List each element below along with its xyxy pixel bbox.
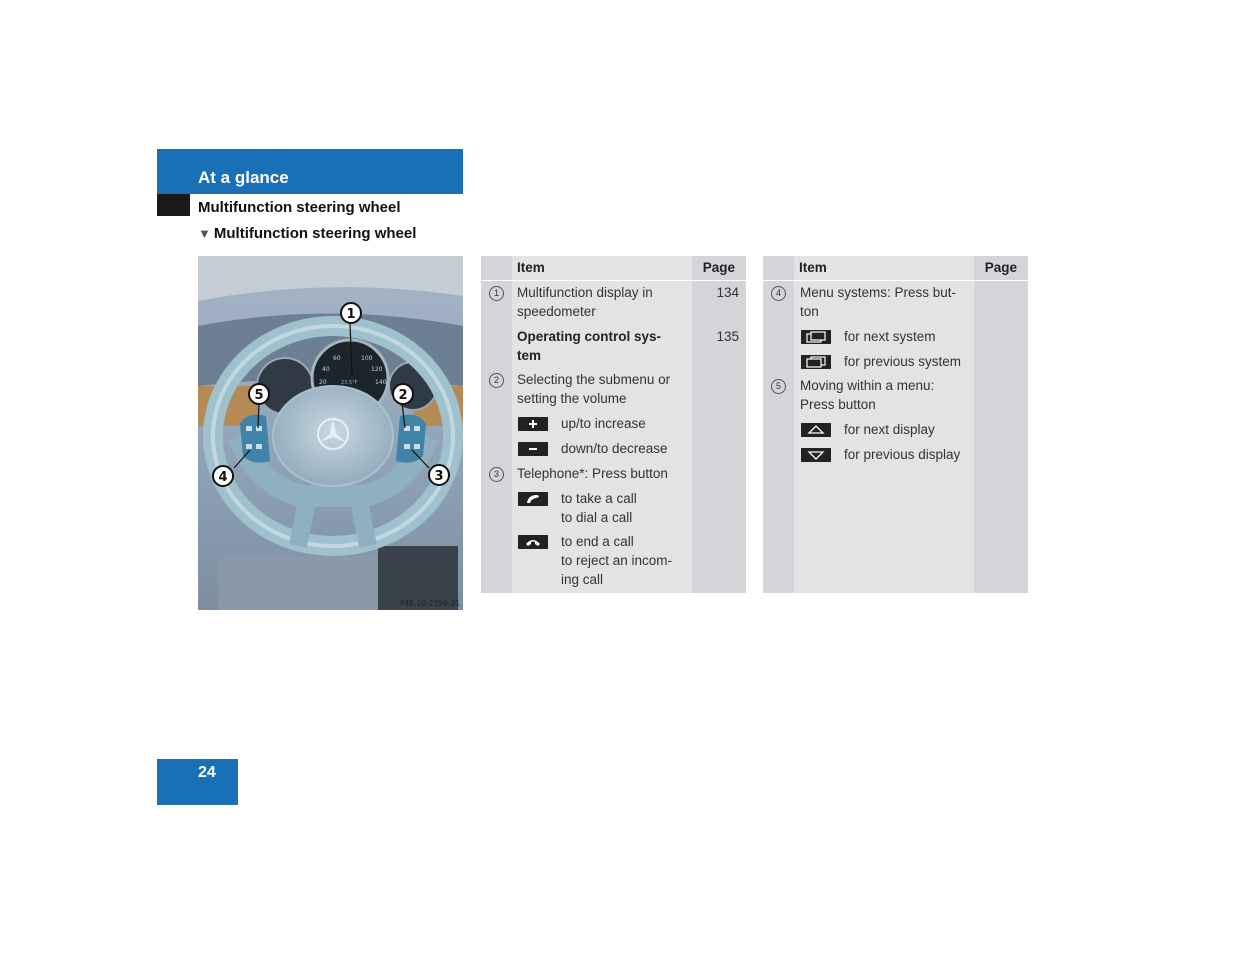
svg-text:4: 4 [218,470,228,485]
page-number: 24 [198,764,216,781]
item-column-header: Item [799,260,827,275]
item-table-2 [763,256,1028,593]
key-label: to take a call to dial a call [561,491,637,525]
number-column [481,256,512,593]
page-column [974,256,1028,593]
key-label: for next display [844,422,935,437]
page-column-header: Page [984,260,1017,275]
key-label: up/to increase [561,416,646,431]
phone-hangup-icon [518,535,548,549]
table-row-text-bold: Operating control sys- tem [517,329,662,363]
table-header-row [763,256,1028,281]
subsection-title-text: Multifunction steering wheel [213,225,417,242]
page-ref: 134 [716,285,739,300]
table-row-text: Telephone*: Press button [517,466,668,481]
table-row-text: Moving within a menu: Press button [800,378,935,412]
table-row-text: Multifunction display in speedometer [517,285,653,319]
table-row-text: Selecting the submenu or setting the volume [517,372,671,406]
instrument-display-text: 23.5°F [341,380,358,386]
svg-text:5: 5 [254,388,264,403]
key-label: for previous system [844,354,962,369]
svg-text:3: 3 [434,469,444,484]
item-number-2: 2 [489,373,504,388]
key-label: for next system [844,329,936,344]
item-number-4: 4 [771,286,786,301]
gauge-label-120: 120 [371,366,383,373]
item-column-header: Item [517,260,545,275]
gauge-label-60: 60 [333,355,341,362]
number-column [763,256,794,593]
key-label: for previous display [844,447,961,462]
svg-text:1: 1 [346,307,356,322]
page-column-header: Page [702,260,735,275]
up-arrow-key-icon [801,423,831,437]
page-ref: 135 [716,329,739,344]
previous-system-icon [801,355,831,369]
callout-1 [341,303,361,323]
phone-pickup-icon [518,492,548,506]
item-number-1: 1 [489,286,504,301]
down-arrow-key-icon [801,448,831,462]
callout-2 [393,384,413,404]
item-number-3: 3 [489,467,504,482]
item-number-5: 5 [771,379,786,394]
gauge-label-20: 20 [319,379,327,386]
key-label: to end a call to reject an incom- ing call [561,534,673,587]
minus-key-icon [518,442,548,456]
callout-3 [429,465,449,485]
callout-5 [249,384,269,404]
triangle-marker-icon: ▼ [198,226,211,241]
gauge-label-140: 140 [375,379,387,386]
key-label: down/to decrease [561,441,668,456]
gauge-label-100: 100 [361,355,373,362]
chapter-title: At a glance [198,168,289,187]
next-system-icon [801,330,831,344]
table-header-row [481,256,746,281]
section-marker [157,194,190,216]
callout-4 [213,466,233,486]
photo-caption: P46.10-2396-31 [400,599,461,608]
steering-wheel-photo [198,256,463,610]
page-column [692,256,746,593]
item-table-1 [481,256,746,593]
svg-text:2: 2 [398,388,408,403]
subsection-title [198,225,416,242]
gauge-label-40: 40 [322,366,330,373]
plus-key-icon [518,417,548,431]
table-row-text: Menu systems: Press but- ton [800,285,957,319]
section-title: Multifunction steering wheel [198,199,401,216]
